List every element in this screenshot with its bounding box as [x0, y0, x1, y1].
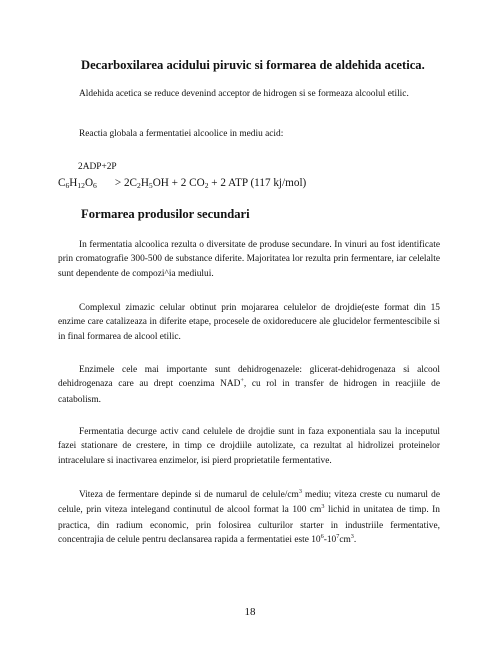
- paragraph-complex-zimazic: Complexul zimazic celular obtinut prin mojararea celulelor de drojdie(este format din 15 enzime care catalizeaza in diferite etape, procesele de oxidoreducere ale glucidelor fermentescibile si in final formarea de alcool etilic.: [58, 303, 440, 342]
- paragraph-enzime-dehidrogenaze: Enzimele cele mai importante sunt dehidrogenazele: glicerat-dehidrogenaza si alcool dehidrogenaza care au drept coenzima NAD+, cu rol in transfer de hidrogen in reacjiile de catabolism.: [58, 365, 441, 405]
- page-number: 18: [244, 606, 256, 618]
- paragraph-viteza-fermentare: Viteza de fermentare depinde si de numarul de celule/$cm^3$ mediu; viteza creste cu numarul de celule, prin viteza intelegand continutul de alcool format la 100 $cm^3$ lichid in unitatea de timp. In practica, din radium economic, prin folosirea culturilor starter in industriile fermentative, concentrajia de celule pentru declansarea rapida a fermentatiei este $10^6-10^7cm^3$.: [58, 488, 440, 545]
- paragraph-aldehida: Aldehida acetica se reduce devenind acceptor de hidrogen si se formeaza alcoolul etilic.: [79, 89, 409, 99]
- paragraph-faza-exponentiala: Fermentatia decurge activ cand celulele de drojdie sunt in faza exponentiala sau la inceputul fazei stationare de crestere, in timp ce drojdiile autolizate, ca rezultat al hidrolizei proteinelor intracelulare si inactivarea enzimelor, isi pierd proprietatile fermentative.: [58, 427, 440, 466]
- chemical-equation: C6H12O6 > 2C2H5OH + 2 CO2 + 2 ATP (117 kj/mol): [58, 177, 307, 190]
- section-heading-produse-secundare: Formarea produsilor secundari: [81, 207, 250, 221]
- section-heading-decarboxilare: Decarboxilarea acidului piruvic si formarea de aldehida acetica.: [81, 58, 425, 72]
- paragraph-diversitate-produse: In fermentatia alcoolica rezulta o diversitate de produse secundare. In vinuri au fost identificate prin cromatografie 300-500 de substance diferite. Majoritatea lor rezulta prin fermentare, iar celelalte sunt dependente de compozi^ia mediului.: [58, 240, 440, 279]
- paragraph-reactia-globala: Reactia globala a fermentatiei alcoolice in mediu acid:: [79, 129, 284, 139]
- equation-line-1: 2ADP+2P: [78, 162, 117, 172]
